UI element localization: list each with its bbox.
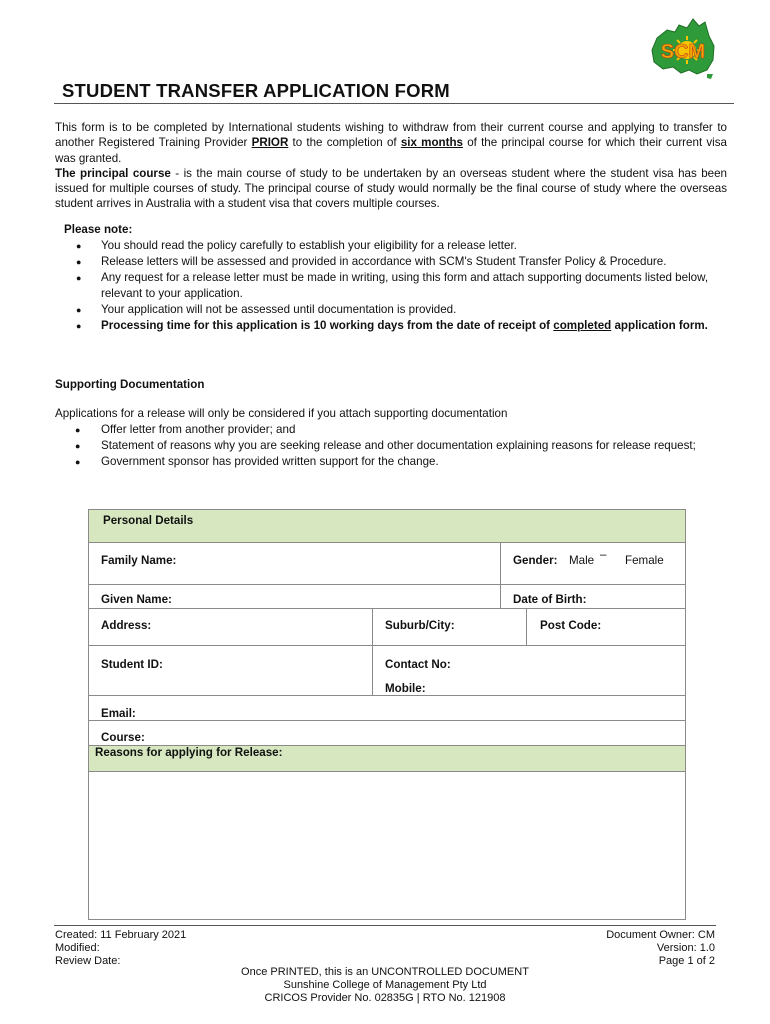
contact-no-label: Contact No: bbox=[385, 658, 451, 671]
reasons-label: Reasons for applying for Release: bbox=[95, 746, 283, 759]
row-divider bbox=[89, 720, 685, 721]
six-months-emphasis: six months bbox=[400, 136, 464, 150]
address-label: Address: bbox=[101, 619, 152, 632]
gender-female-label[interactable]: Female bbox=[625, 554, 664, 567]
list-item: ● Processing time for this application is 10 working days from the date of receipt of completed application form. bbox=[64, 318, 724, 334]
list-item: ● You should read the policy carefully to establish your eligibility for a release letter. bbox=[64, 238, 724, 254]
supporting-list bbox=[55, 422, 715, 470]
reasons-textarea[interactable] bbox=[91, 774, 681, 914]
mobile-field[interactable] bbox=[435, 676, 679, 694]
given-name-label: Given Name: bbox=[101, 593, 172, 606]
course-field[interactable] bbox=[153, 725, 679, 743]
mobile-label: Mobile: bbox=[385, 682, 426, 695]
intro-paragraph-2: The principal course - is the main course of study to be undertaken by an overseas student where the student visa has been issued for multiple courses of study. The principal course of study would normally be the final course of study where the overseas student arrives in Australia with a student visa that covers multiple courses. bbox=[55, 166, 728, 211]
list-item: ● Release letters will be assessed and provided in accordance with SCM's Student Transfer Policy & Procedure. bbox=[64, 254, 724, 270]
australia-map-logo-icon bbox=[647, 16, 719, 82]
prior-emphasis: PRIOR bbox=[251, 136, 289, 150]
please-note-section bbox=[64, 222, 724, 334]
list-item: ● Government sponsor has provided written support for the change. bbox=[55, 454, 715, 470]
course-label: Course: bbox=[101, 731, 145, 744]
family-name-label: Family Name: bbox=[101, 554, 177, 567]
list-item: ● Any request for a release letter must be made in writing, using this form and attach supporting documents listed below, relevant to your application. bbox=[64, 270, 724, 302]
please-note-heading: Please note: bbox=[64, 223, 133, 236]
supporting-documentation-section bbox=[55, 406, 715, 470]
family-name-field[interactable] bbox=[173, 550, 493, 572]
modified-date: Modified: bbox=[55, 942, 100, 954]
footer-right bbox=[500, 929, 715, 968]
list-item: ● Your application will not be assessed until documentation is provided. bbox=[64, 302, 724, 318]
email-field[interactable] bbox=[147, 700, 679, 718]
supporting-intro: Applications for a release will only be considered if you attach supporting documentation bbox=[55, 407, 508, 420]
column-divider bbox=[372, 608, 373, 645]
address-field[interactable] bbox=[155, 612, 367, 642]
date-of-birth-label: Date of Birth: bbox=[513, 593, 587, 606]
gender-label: Gender: bbox=[513, 554, 558, 567]
created-date: Created: 11 February 2021 bbox=[55, 929, 187, 941]
supporting-documentation-heading: Supporting Documentation bbox=[55, 378, 205, 391]
row-divider bbox=[89, 608, 685, 609]
footer-divider bbox=[54, 925, 716, 926]
scm-logo bbox=[647, 16, 719, 82]
student-id-label: Student ID: bbox=[101, 658, 163, 671]
personal-details-header bbox=[89, 510, 685, 543]
column-divider bbox=[500, 542, 501, 608]
list-item: ● Statement of reasons why you are seeking release and other documentation explaining reasons for release request; bbox=[55, 438, 715, 454]
suburb-city-field[interactable] bbox=[465, 612, 523, 642]
personal-details-form bbox=[88, 509, 686, 920]
review-date: Review Date: bbox=[55, 955, 121, 967]
please-note-list bbox=[64, 238, 724, 334]
column-divider bbox=[526, 608, 527, 645]
logo-text: SCM bbox=[660, 41, 706, 63]
footer-left bbox=[55, 929, 186, 968]
row-divider bbox=[89, 695, 685, 696]
suburb-city-label: Suburb/City: bbox=[385, 619, 455, 632]
intro-paragraph-1: This form is to be completed by International students wishing to withdraw from their current course and applying to transfer to another Registered Training Provider PRIOR to the completion of six months of the principal course for which their current visa was granted. bbox=[55, 121, 727, 165]
uncontrolled-notice: Once PRINTED, this is an UNCONTROLLED DOCUMENT bbox=[241, 966, 529, 978]
column-divider bbox=[372, 645, 373, 695]
list-item: ● Offer letter from another provider; and bbox=[55, 422, 715, 438]
gender-male-label: Male bbox=[569, 554, 595, 567]
given-name-field[interactable] bbox=[179, 588, 495, 606]
document-version: Version: 1.0 bbox=[656, 942, 715, 954]
footer-center bbox=[0, 966, 770, 1005]
page-number: Page 1 of 2 bbox=[658, 955, 715, 967]
date-of-birth-field[interactable] bbox=[597, 588, 681, 606]
post-code-label: Post Code: bbox=[540, 619, 602, 632]
intro-text bbox=[55, 120, 727, 212]
post-code-field[interactable] bbox=[611, 612, 681, 642]
gender-male-checkbox[interactable]: – bbox=[600, 548, 607, 561]
document-owner: Document Owner: CM bbox=[606, 929, 715, 941]
row-divider bbox=[89, 645, 685, 646]
reasons-header bbox=[89, 745, 685, 772]
personal-details-label: Personal Details bbox=[103, 514, 194, 527]
company-name: Sunshine College of Management Pty Ltd bbox=[283, 979, 487, 991]
row-divider bbox=[89, 584, 685, 585]
page-title: STUDENT TRANSFER APPLICATION FORM bbox=[62, 80, 450, 101]
title-divider bbox=[54, 103, 734, 104]
email-label: Email: bbox=[101, 707, 136, 720]
contact-no-field[interactable] bbox=[463, 652, 679, 670]
cricos-rto: CRICOS Provider No. 02835G | RTO No. 121908 bbox=[264, 992, 506, 1004]
student-id-field[interactable] bbox=[171, 652, 367, 690]
